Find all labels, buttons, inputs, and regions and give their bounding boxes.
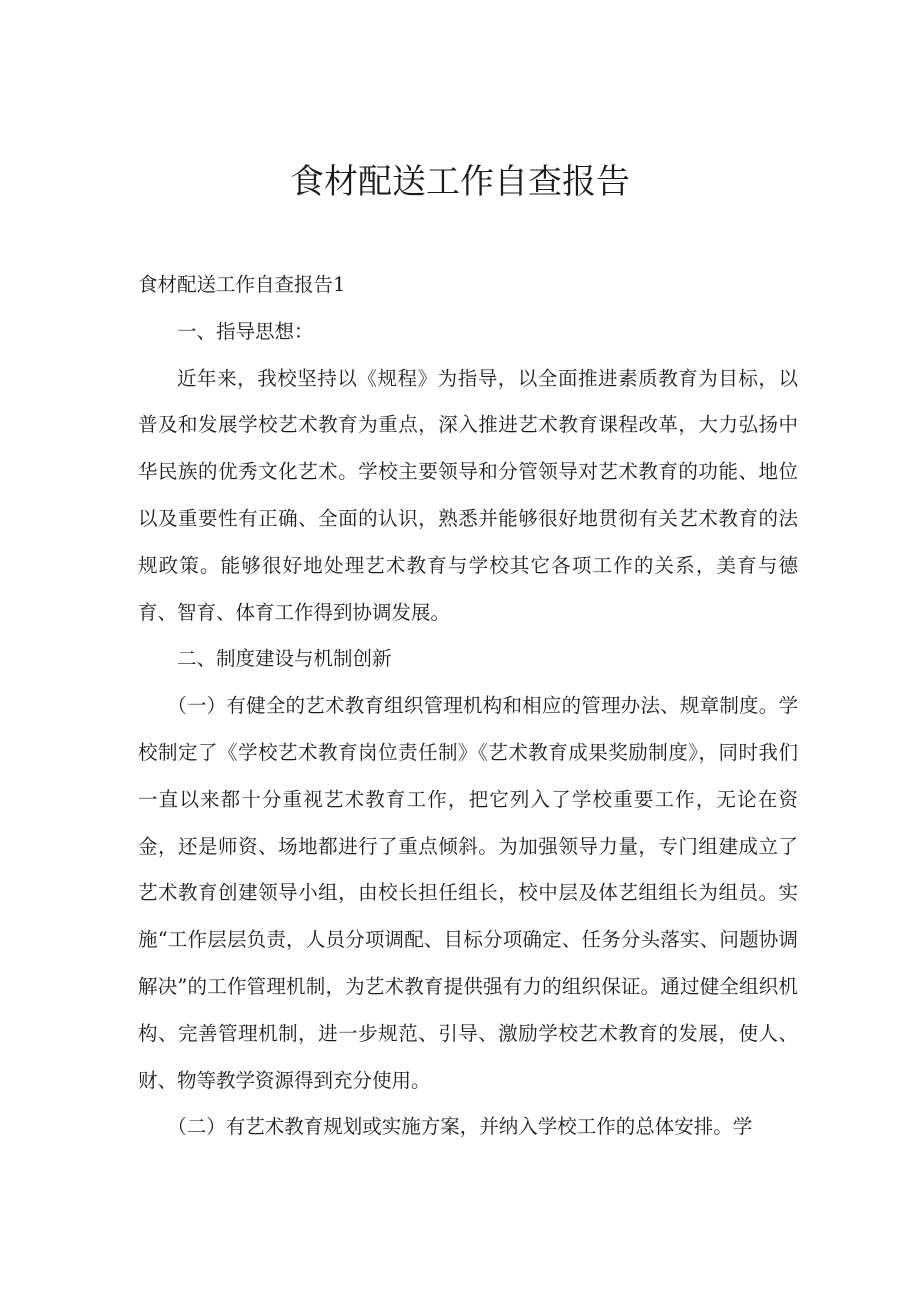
paragraph-organization: （一）有健全的艺术教育组织管理机构和相应的管理办法、规章制度。学校制定了《学校艺术教育岗位责任制》《艺术教育成果奖励制度》，同时我们一直以来都十分重视艺术教育工作，把它列入了学校重要工作，无论在资金，还是师资、场地都进行了重点倾斜。为加强领导力量，专门组建成立了艺术教育创建领导小组，由校长担任组长，校中层及体艺组组长为组员。实施“工作层层负责，人员分项调配、目标分项确定、任务分头落实、问题协调解决”的工作管理机制，为艺术教育提供强有力的组织保证。通过健全组织机构、完善管理机制，进一步规范、引导、激励学校艺术教育的发展，使人、财、物等教学资源得到充分使用。 [138, 694, 798, 1092]
paragraph-guiding-thought: 近年来，我校坚持以《规程》为指导，以全面推进素质教育为目标，以普及和发展学校艺术教育为重点，深入推进艺术教育课程改革，大力弘扬中华民族的优秀文化艺术。学校主要领导和分管领导对艺术教育的功能、地位以及重要性有正确、全面的认识，熟悉并能够很好地贯彻有关艺术教育的法规政策。能够很好地处理艺术教育与学校其它各项工作的关系，美育与德育、智育、体育工作得到协调发展。 [138, 366, 798, 624]
paragraph-planning: （二）有艺术教育规划或实施方案，并纳入学校工作的总体安排。学 [167, 1115, 753, 1139]
document-title: 食材配送工作自查报告 [290, 162, 630, 202]
document-body [138, 262, 798, 1151]
section-heading-1: 一、指导思想： [177, 319, 314, 343]
document-subtitle: 食材配送工作自查报告1 [138, 273, 346, 296]
section-heading-2: 二、制度建设与机制创新 [177, 647, 392, 671]
